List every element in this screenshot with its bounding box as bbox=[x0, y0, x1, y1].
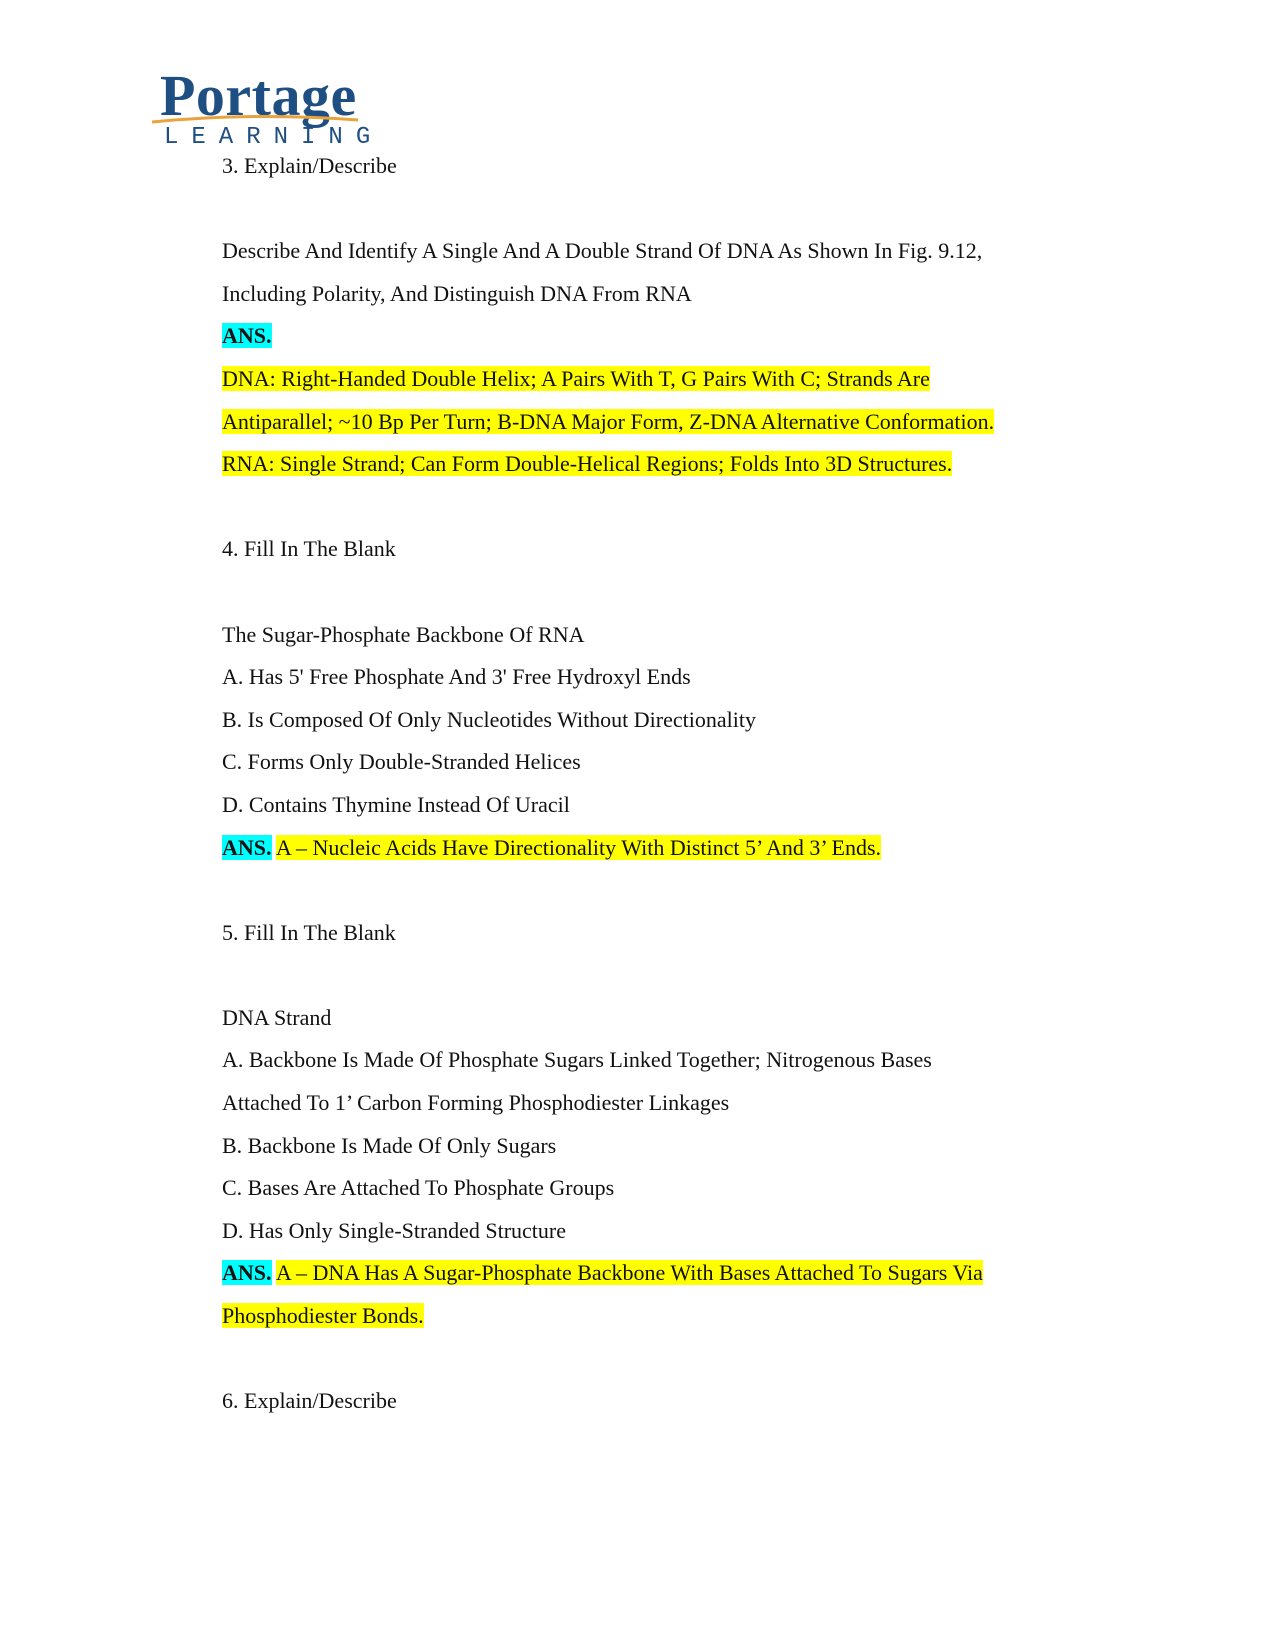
q4-heading: 4. Fill In The Blank bbox=[222, 536, 396, 562]
q4-option-a: A. Has 5' Free Phosphate And 3' Free Hydroxyl Ends bbox=[222, 664, 691, 690]
q4-option-b: B. Is Composed Of Only Nucleotides Without Directionality bbox=[222, 706, 756, 732]
q5-option-b: B. Backbone Is Made Of Only Sugars bbox=[222, 1132, 557, 1158]
q5-heading: 5. Fill In The Blank bbox=[222, 919, 396, 945]
q3-answer-line1: DNA: Right-Handed Double Helix; A Pairs With T, G Pairs With C; Strands Are bbox=[222, 365, 930, 391]
q4-answer-text: A – Nucleic Acids Have Directionality With Distinct 5’ And 3’ Ends. bbox=[275, 834, 882, 860]
q5-answer-line2: Phosphodiester Bonds. bbox=[222, 1303, 424, 1329]
document-body bbox=[222, 145, 1122, 1423]
q3-prompt-line2: Including Polarity, And Distinguish DNA From RNA bbox=[222, 280, 692, 306]
q4-option-d: D. Contains Thymine Instead Of Uracil bbox=[222, 791, 570, 817]
q4-answer-label: ANS. bbox=[222, 834, 272, 860]
q5-option-a-line2: Attached To 1’ Carbon Forming Phosphodiester Linkages bbox=[222, 1090, 730, 1116]
q3-prompt-line1: Describe And Identify A Single And A Double Strand Of DNA As Shown In Fig. 9.12, bbox=[222, 238, 983, 264]
q3-answer-line2: Antiparallel; ~10 Bp Per Turn; B-DNA Major Form, Z-DNA Alternative Conformation. bbox=[222, 408, 995, 434]
q3-answer-line3: RNA: Single Strand; Can Form Double-Helical Regions; Folds Into 3D Structures. bbox=[222, 451, 953, 477]
q5-prompt: DNA Strand bbox=[222, 1004, 332, 1030]
q5-option-d: D. Has Only Single-Stranded Structure bbox=[222, 1217, 566, 1243]
q4-prompt: The Sugar-Phosphate Backbone Of RNA bbox=[222, 621, 585, 647]
q3-answer-label: ANS. bbox=[222, 323, 272, 349]
portage-learning-logo bbox=[150, 63, 384, 156]
q5-option-c: C. Bases Are Attached To Phosphate Groups bbox=[222, 1175, 615, 1201]
q5-answer-line1: A – DNA Has A Sugar-Phosphate Backbone With Bases Attached To Sugars Via bbox=[275, 1260, 983, 1286]
q5-option-a-line1: A. Backbone Is Made Of Phosphate Sugars Linked Together; Nitrogenous Bases bbox=[222, 1047, 932, 1073]
q6-heading: 6. Explain/Describe bbox=[222, 1388, 397, 1414]
logo-subtitle: LEARNING bbox=[164, 124, 384, 151]
q4-option-c: C. Forms Only Double-Stranded Helices bbox=[222, 749, 581, 775]
q3-heading: 3. Explain/Describe bbox=[222, 153, 397, 178]
q5-answer-label: ANS. bbox=[222, 1260, 272, 1286]
logo-wordmark: Portage bbox=[160, 63, 357, 128]
